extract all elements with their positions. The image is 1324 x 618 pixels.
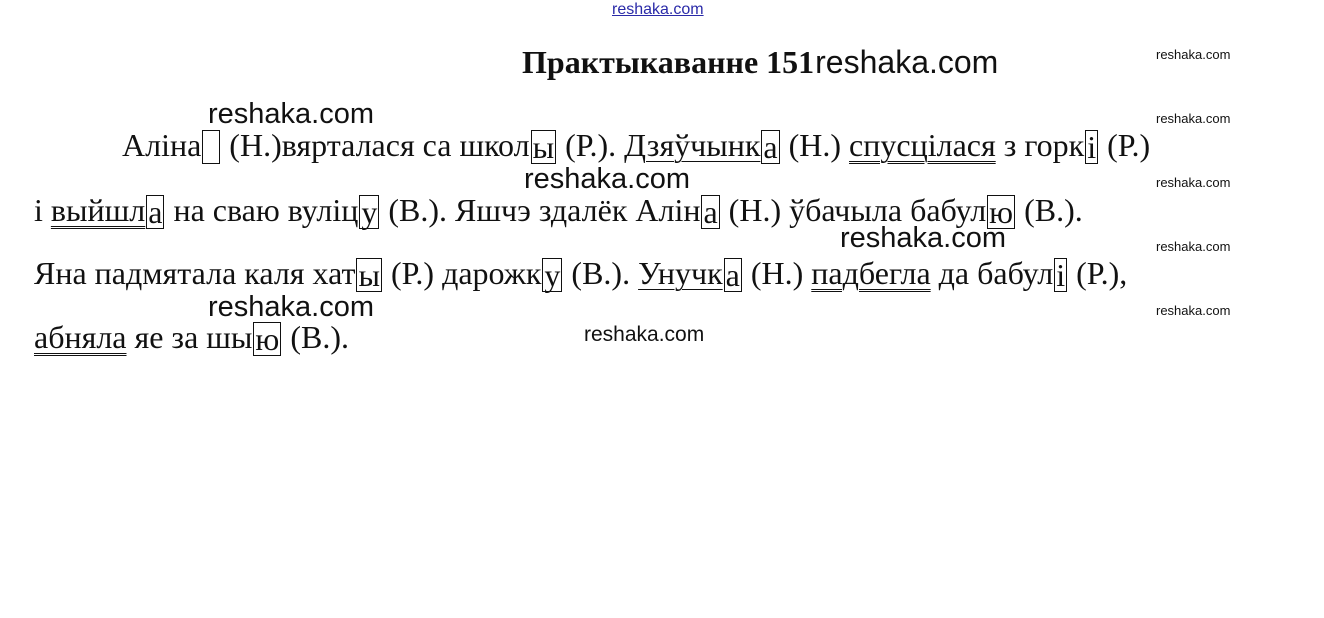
watermark-top-link[interactable]: reshaka.com — [612, 1, 704, 18]
text-run: і — [34, 192, 51, 228]
watermark: reshaka.com — [1156, 303, 1231, 318]
text-line-4 — [34, 319, 349, 357]
text-run: (В.). Яшчэ здалёк Алін — [380, 192, 701, 228]
watermark: reshaka.com — [208, 98, 375, 130]
ending-box: у — [544, 257, 561, 293]
text-run: (Р.) — [1099, 127, 1151, 163]
text-run: (Н.)вярталася са школ — [221, 127, 530, 163]
ending-box: і — [1056, 257, 1066, 293]
text-run: (Н.) — [780, 127, 850, 163]
text-run: да бабул — [930, 255, 1054, 291]
watermark: reshaka.com — [208, 291, 375, 323]
ending-box: ю — [255, 321, 280, 357]
title-text: Практыкаванне 151 — [522, 44, 815, 80]
title-watermark: reshaka.com — [815, 44, 999, 80]
text-line-2 — [34, 192, 1083, 230]
subject-word — [624, 127, 780, 163]
text-run: (Н.) — [742, 255, 812, 291]
ending-box: а — [763, 129, 778, 165]
text-run: (В.). — [282, 319, 349, 355]
word: Аліна — [122, 127, 202, 163]
text-run: (Н.) ўбачыла бабул — [720, 192, 987, 228]
text-run: (Р.), — [1068, 255, 1128, 291]
ending-box: ю — [989, 194, 1014, 230]
word-stem: Дзяўчынк — [624, 127, 761, 163]
subject-word — [638, 255, 743, 291]
word-stem: Унучк — [638, 255, 723, 291]
predicate-word: абняла — [34, 319, 127, 355]
predicate-word: спусцілася — [849, 127, 996, 163]
text-run: (Р.) дарожк — [382, 255, 542, 291]
ending-box — [202, 130, 220, 164]
text-run: (В.). — [563, 255, 639, 291]
text-line-1 — [122, 127, 1151, 165]
watermark: reshaka.com — [584, 323, 705, 346]
watermark: reshaka.com — [1156, 47, 1231, 62]
watermark: reshaka.com — [840, 222, 1007, 254]
ending-box: і — [1087, 129, 1097, 165]
text-run: (В.). — [1016, 192, 1083, 228]
watermark: reshaka.com — [1156, 239, 1231, 254]
text-line-3 — [34, 255, 1128, 293]
watermark: reshaka.com — [524, 163, 691, 195]
predicate-word — [51, 192, 166, 228]
text-run: (Р.). — [557, 127, 625, 163]
text-run: з горк — [995, 127, 1085, 163]
ending-box: а — [725, 257, 740, 293]
watermark: reshaka.com — [1156, 175, 1231, 190]
ending-box: а — [148, 194, 163, 230]
text-run: яе за шы — [126, 319, 253, 355]
predicate-word: падбегла — [811, 255, 931, 291]
watermark: reshaka.com — [1156, 111, 1231, 126]
ending-box: ы — [358, 257, 380, 293]
ending-box: а — [703, 194, 718, 230]
page-title — [522, 44, 998, 81]
ending-box: ы — [532, 129, 555, 165]
text-run: на сваю вуліц — [165, 192, 359, 228]
ending-box: у — [361, 194, 378, 230]
text-run: Яна падмятала каля хат — [34, 255, 356, 291]
word-stem: выйшл — [50, 192, 146, 228]
